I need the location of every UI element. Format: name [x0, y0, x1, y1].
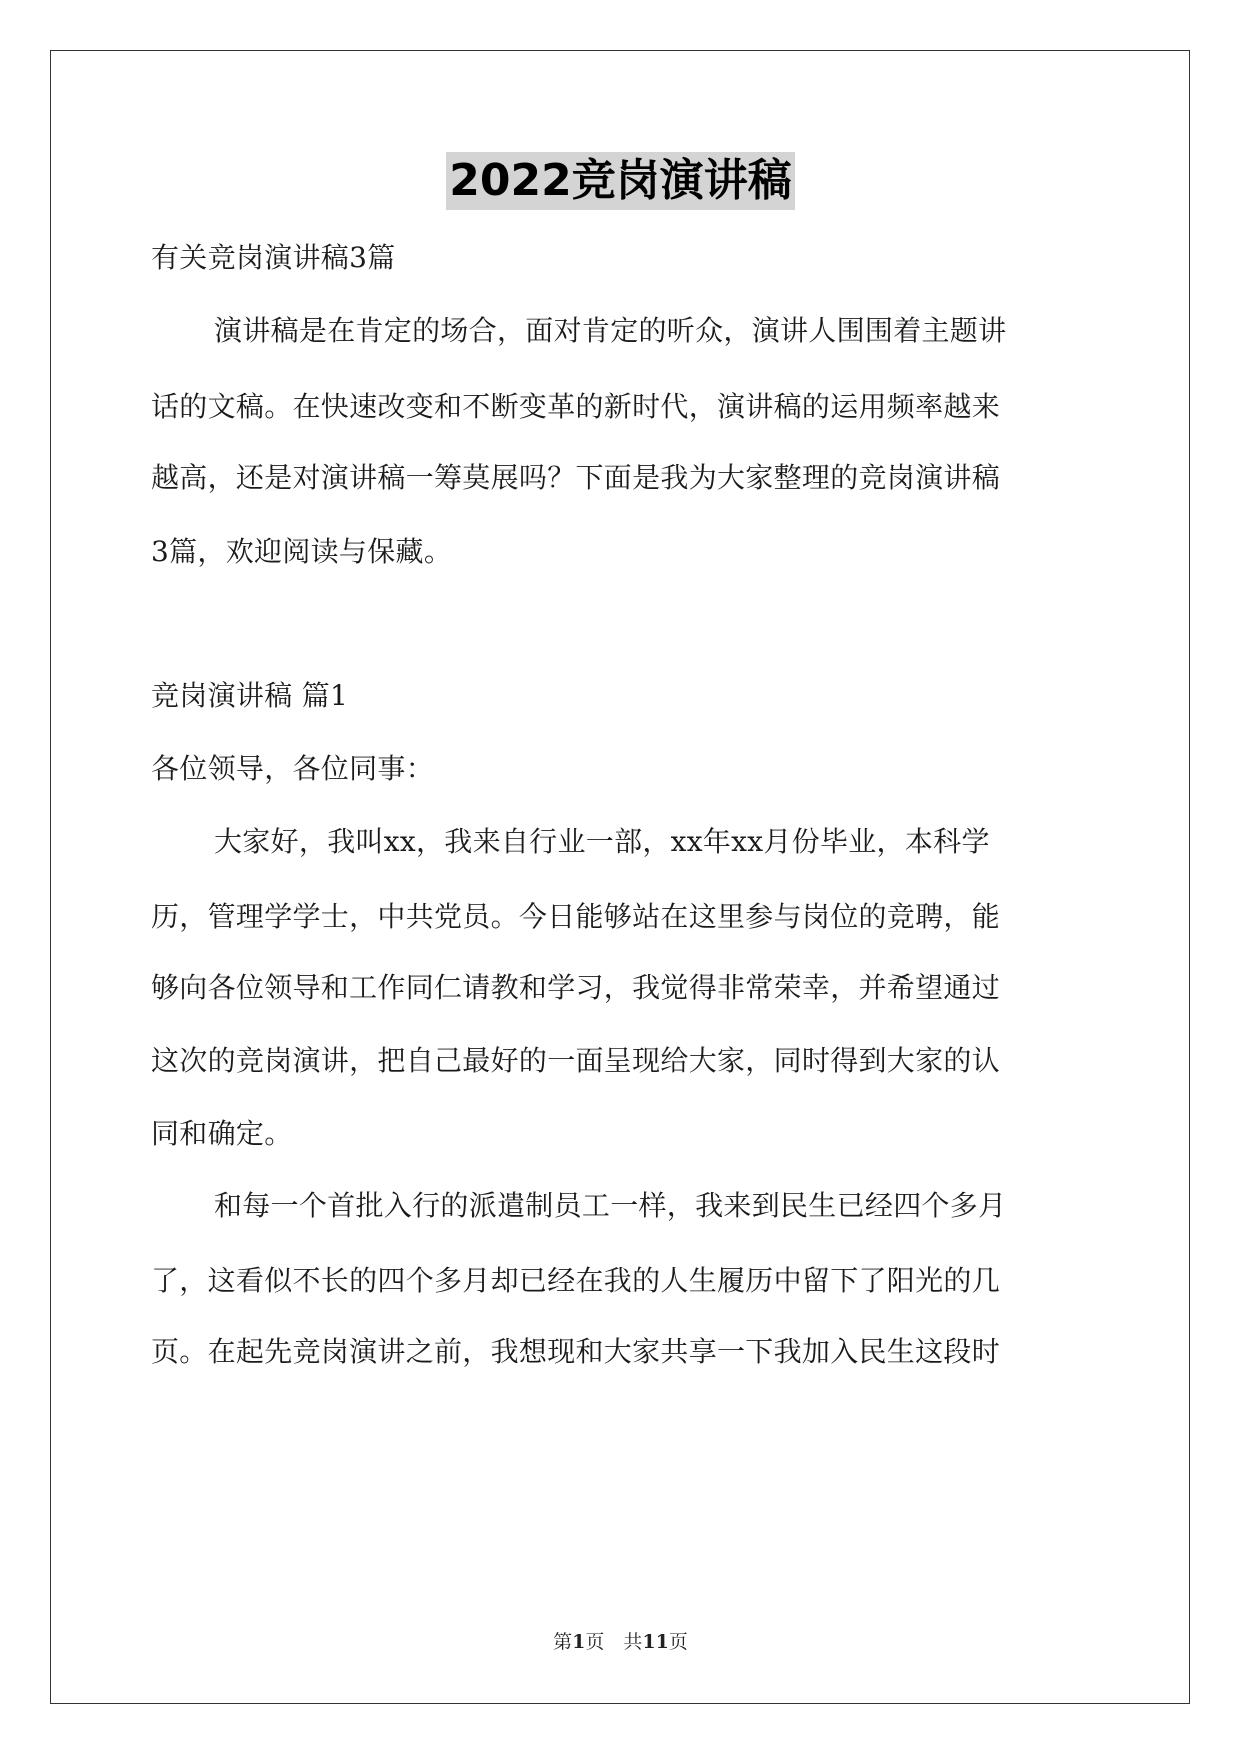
intro-line-3: 越高，还是对演讲稿一筹莫展吗？下面是我为大家整理的竞岗演讲稿 — [151, 461, 1001, 494]
footer-suffix: 页 — [668, 1631, 688, 1653]
para1-line-3: 够向各位领导和工作同仁请教和学习，我觉得非常荣幸，并希望通过 — [151, 971, 1001, 1004]
intro-line-1: 演讲稿是在肯定的场合，面对肯定的听众，演讲人围围着主题讲 — [214, 314, 1007, 347]
footer-current-page: 1 — [572, 1631, 586, 1653]
greeting: 各位领导，各位同事： — [151, 752, 435, 785]
page-footer — [0, 1630, 1241, 1654]
footer-total-pages: 11 — [642, 1631, 669, 1653]
para1-line-5: 同和确定。 — [151, 1117, 293, 1150]
footer-prefix: 第 — [553, 1631, 573, 1653]
para1-line-2: 历，管理学学士，中共党员。今日能够站在这里参与岗位的竞聘，能 — [151, 900, 1001, 933]
document-subtitle: 有关竞岗演讲稿3篇 — [151, 241, 396, 274]
section-heading: 竞岗演讲稿 篇1 — [151, 679, 349, 712]
document-title: 2022竞岗演讲稿 — [446, 152, 794, 210]
footer-mid: 页 共 — [585, 1631, 643, 1653]
intro-line-4: 3篇，欢迎阅读与保藏。 — [151, 535, 453, 568]
para1-line-4: 这次的竞岗演讲，把自己最好的一面呈现给大家，同时得到大家的认 — [151, 1044, 1001, 1077]
title-container — [0, 152, 1241, 210]
para1-line-1: 大家好，我叫xx，我来自行业一部，xx年xx月份毕业，本科学 — [214, 825, 990, 858]
para2-line-3: 页。在起先竞岗演讲之前，我想现和大家共享一下我加入民生这段时 — [151, 1335, 1001, 1368]
page-border — [50, 50, 1190, 1704]
intro-line-2: 话的文稿。在快速改变和不断变革的新时代，演讲稿的运用频率越来 — [151, 390, 1001, 423]
para2-line-2: 了，这看似不长的四个多月却已经在我的人生履历中留下了阳光的几 — [151, 1264, 1001, 1297]
para2-line-1: 和每一个首批入行的派遣制员工一样，我来到民生已经四个多月 — [214, 1189, 1007, 1222]
